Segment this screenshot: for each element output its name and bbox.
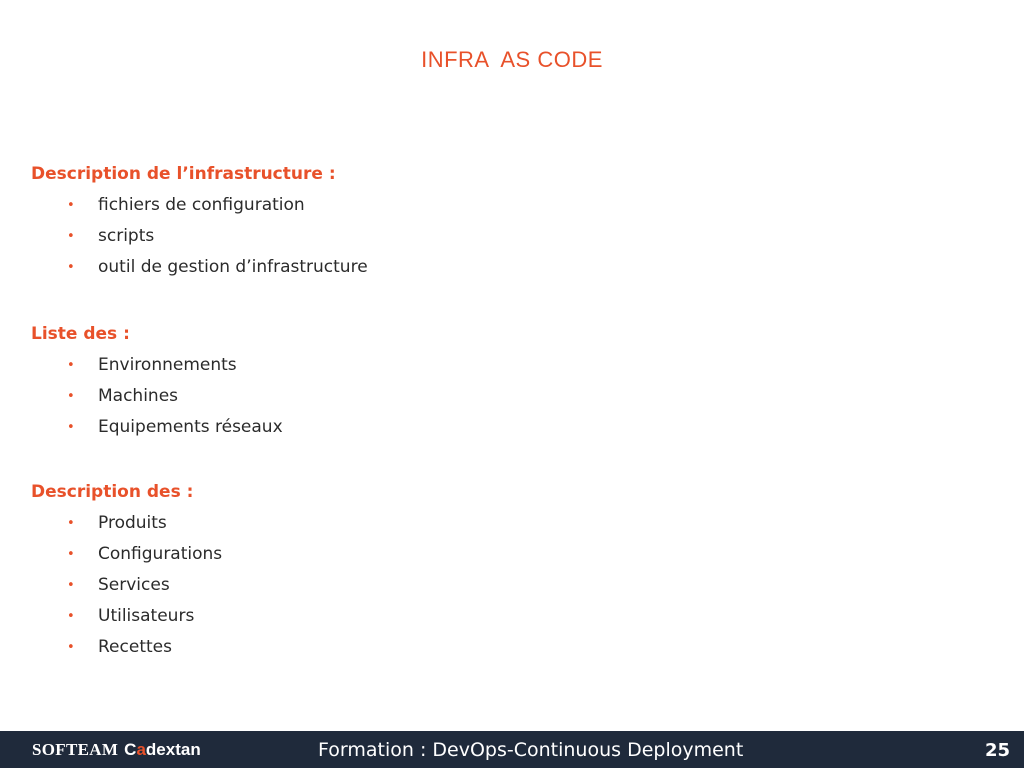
brand-cadextan-accent: a [136,740,146,759]
list-item [31,252,368,283]
section-heading: Liste des : [31,324,130,344]
list-item [31,539,222,570]
list-item-label: Recettes [98,637,172,657]
section-list [31,319,283,443]
bullet-icon: • [67,229,75,244]
list-item [31,350,283,381]
list-item-label: Services [98,575,170,595]
brand-softeam: SOFTEAM [32,740,119,759]
list-item [31,632,222,663]
list-item [31,381,283,412]
list-item [31,190,368,221]
bullet-icon: • [67,260,75,275]
brand-cadextan [124,740,201,759]
brand-logo [32,731,201,768]
list-item-label: outil de gestion d’infrastructure [98,257,368,277]
list-item-label: Configurations [98,544,223,564]
bullet-icon: • [67,640,75,655]
bullet-icon: • [67,198,75,213]
list-item-label: Equipements réseaux [98,417,283,437]
bullet-icon: • [67,389,75,404]
section-heading: Description de l’infrastructure : [31,164,336,184]
bullet-icon: • [67,420,75,435]
footer-bar [0,731,1024,768]
list-item [31,570,222,601]
list-item-label: Machines [98,386,179,406]
bullet-icon: • [67,578,75,593]
brand-cadextan-rest: dextan [145,740,201,759]
list-item-label: Environnements [98,355,237,375]
footer-title: Formation : DevOps-Continuous Deployment [318,739,744,761]
section-heading: Description des : [31,482,194,502]
list-item-label: fichiers de configuration [98,195,305,215]
list-item-label: scripts [98,226,155,246]
section-infrastructure-description [31,159,368,283]
bullet-icon: • [67,358,75,373]
list-item [31,508,222,539]
bullet-icon: • [67,547,75,562]
brand-cadextan-c: C [124,740,137,759]
list-item [31,601,222,632]
list-item [31,221,368,252]
bullet-list [31,350,283,443]
list-item-label: Produits [98,513,167,533]
page-number: 25 [984,740,1010,761]
bullet-list [31,190,368,283]
slide-title: INFRA AS CODE [421,47,603,72]
bullet-icon: • [67,609,75,624]
list-item-label: Utilisateurs [98,606,195,626]
list-item [31,412,283,443]
section-description [31,477,222,663]
bullet-icon: • [67,516,75,531]
bullet-list [31,508,222,663]
